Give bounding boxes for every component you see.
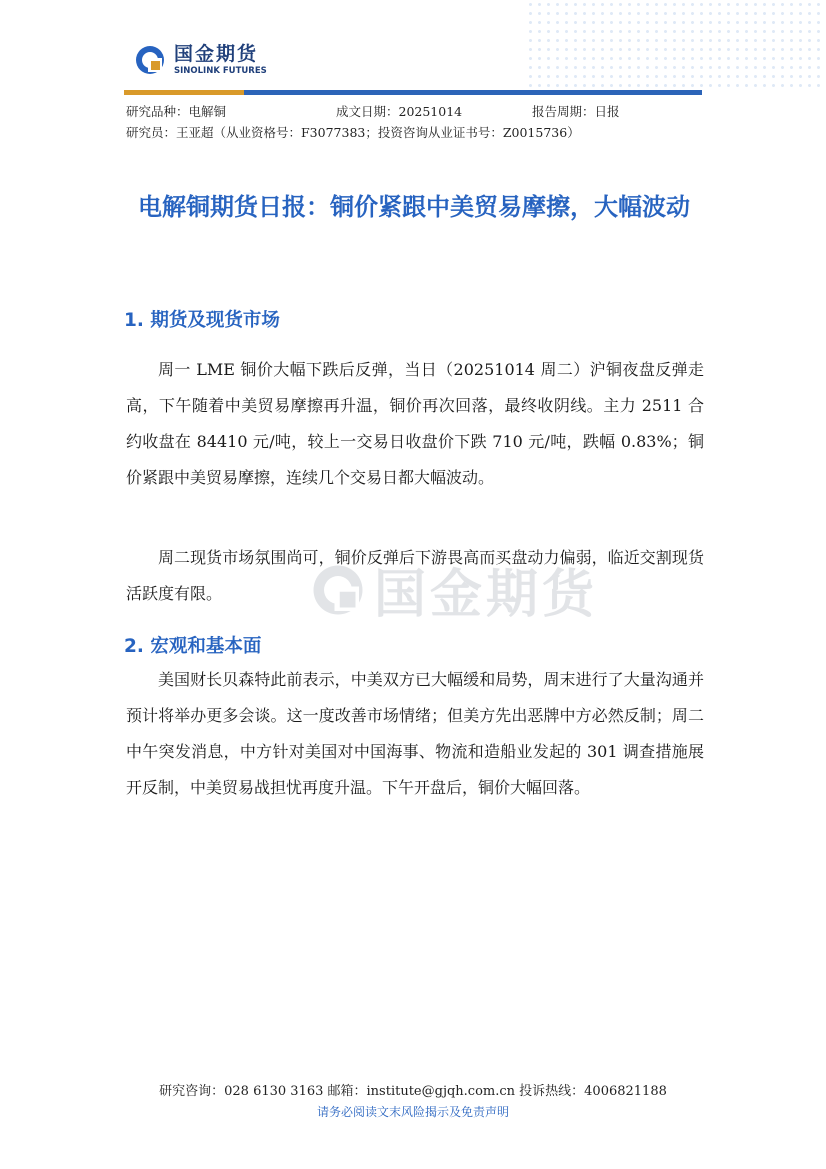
meta-period: 报告周期：日报	[532, 104, 620, 119]
logo-name-cn: 国金期货	[174, 43, 259, 65]
header-divider	[124, 90, 702, 95]
meta-date: 成文日期：20251014	[336, 104, 463, 119]
watermark-logo-icon	[310, 562, 366, 618]
market-paragraph-2: 周二现货市场氛围尚可，铜价反弹后下游畏高而买盘动力偏弱，临近交割现货活跃度有限。	[126, 548, 704, 603]
sinolink-logo-icon	[134, 44, 166, 76]
footer-disclaimer: 请务必阅读文末风险揭示及免责声明	[316, 1105, 509, 1119]
header-dot-pattern	[526, 0, 826, 90]
company-logo	[134, 40, 267, 80]
section-heading-macro: 2. 宏观和基本面	[124, 636, 262, 657]
watermark	[310, 552, 598, 627]
watermark-text: 国金期货	[374, 565, 599, 625]
market-paragraph-1: 周一 LME 铜价大幅下跌后反弹，当日（20251014 周二）沪铜夜盘反弹走高，下午随着中美贸易摩擦再升温，铜价再次回落，最终收阴线。主力 2511 合约收盘在 84410 元/吨，较上一交易日收盘价下跌 710 元/吨，跌幅 0.83%；铜价紧跟中美贸易摩擦，连续几个交易日都大幅波动。	[126, 360, 704, 487]
meta-researcher: 研究员：王亚超（从业资格号：F3077383；投资咨询从业证书号：Z0015736）	[126, 125, 580, 140]
meta-variety: 研究品种：电解铜	[126, 104, 227, 119]
macro-paragraph-1: 美国财长贝森特此前表示，中美双方已大幅缓和局势，周末进行了大量沟通并预计将举办更多会谈。这一度改善市场情绪；但美方先出恶牌中方必然反制；周二中午突发消息，中方针对美国对中国海事、物流和造船业发起的 301 调查措施展开反制，中美贸易战担忧再度升温。下午开盘后，铜价大幅回落。	[126, 670, 704, 797]
report-title: 电解铜期货日报：铜价紧跟中美贸易摩擦，大幅波动	[138, 193, 690, 221]
logo-name-en: SINOLINK FUTURES	[174, 66, 267, 76]
footer-contact: 研究咨询：028 6130 3163 邮箱：institute@gjqh.com.cn 投诉热线：4006821188	[159, 1084, 667, 1099]
section-heading-market: 1. 期货及现货市场	[124, 310, 280, 331]
